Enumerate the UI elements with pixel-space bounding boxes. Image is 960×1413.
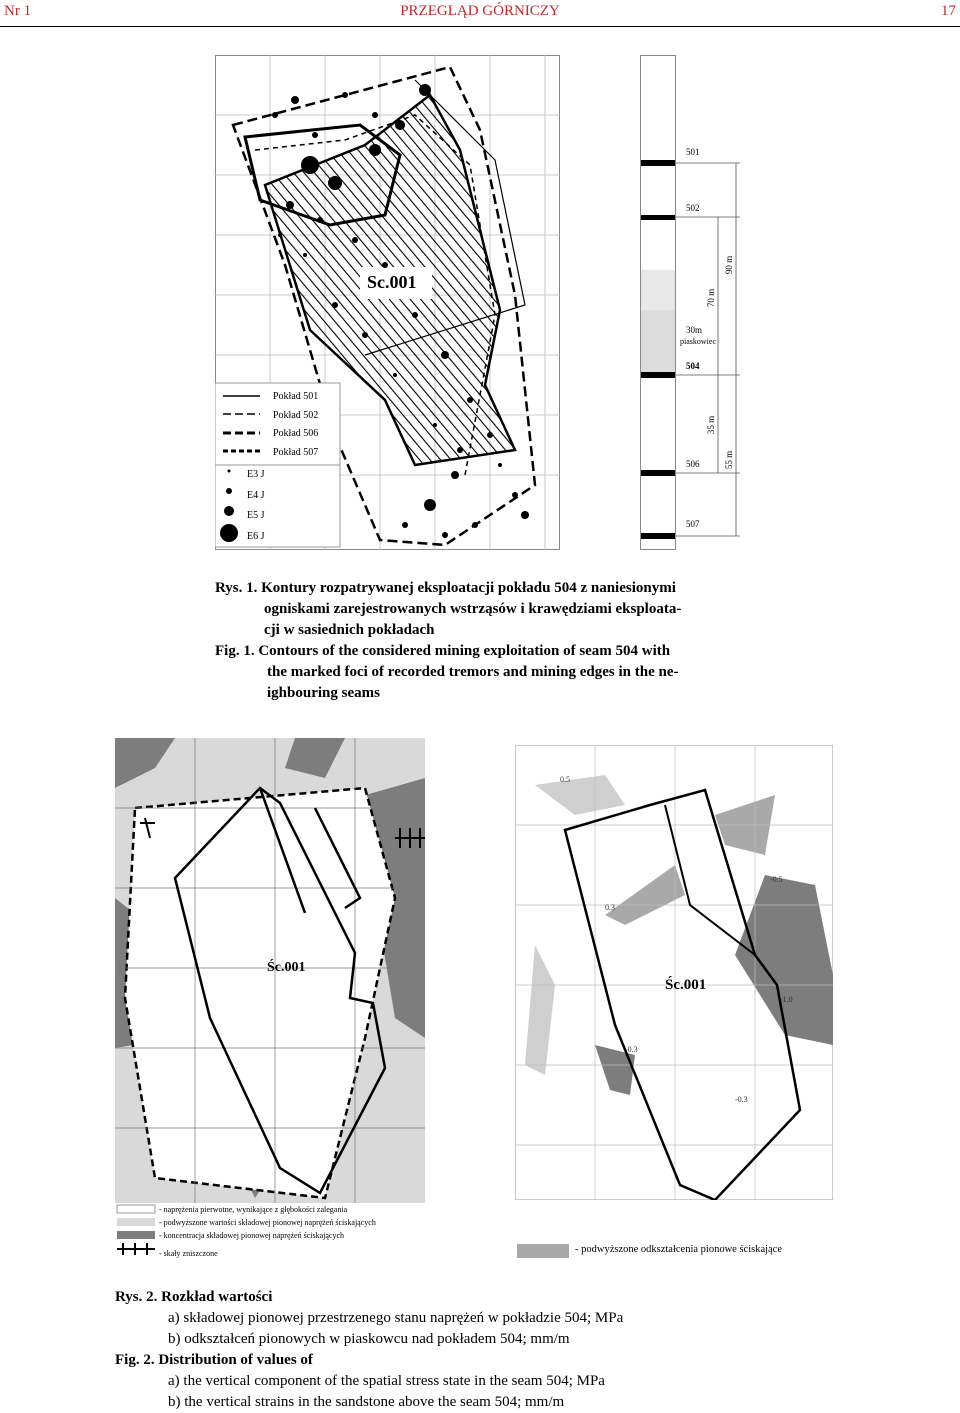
caption1-pl-line-3: cji w sasiednich pokładach — [264, 622, 435, 638]
legend-dot-e3: E3 J — [247, 469, 265, 480]
contour-label-3: -0.5 — [770, 875, 783, 884]
caption1-en-line-2: the marked foci of recorded tremors and mining edges in the ne- — [267, 664, 679, 680]
figure2-caption — [115, 1287, 875, 1413]
caption2-pl-b: b) odkształceń pionowych w piaskowcu nad pokładem 504; mm/m — [168, 1331, 570, 1347]
legend-line-507: Pokład 507 — [273, 446, 319, 458]
figure1-caption — [215, 578, 755, 704]
contour-label-6: -0.3 — [735, 1095, 748, 1104]
legend-line-506: Pokład 506 — [273, 428, 319, 439]
legend-dot-e5: E5 J — [247, 510, 265, 521]
figure2a-legend — [115, 1203, 376, 1263]
dim-55m: 55 m — [724, 450, 735, 470]
caption1-en-line-3: ighbouring seams — [267, 685, 380, 701]
figure2a-map — [115, 738, 425, 1203]
caption2-en-b: b) the vertical strains in the sandstone above the seam 504; mm/m — [168, 1394, 565, 1410]
caption2-en-a: a) the vertical component of the spatial stress state in the seam 504; MPa — [168, 1373, 605, 1389]
wall-label-b: Śc.001 — [665, 977, 707, 993]
sandstone-label: 30m — [686, 325, 703, 335]
wall-label: Sc.001 — [367, 272, 417, 292]
sandstone-label-2: piaskowiec — [680, 337, 716, 346]
contour-label-4: -0.3 — [625, 1045, 638, 1054]
page-header — [0, 0, 960, 27]
seam-label-502: 502 — [686, 203, 700, 213]
page-number: 17 — [941, 3, 956, 19]
caption1-pl-line-1: Rys. 1. Kontury rozpatrywanej eksploatacji pokładu 504 z naniesionymi — [215, 580, 676, 596]
legend-line-501: Pokład 501 — [273, 391, 319, 402]
seam-label-504: 504 — [686, 361, 700, 371]
legend-a-item-4: - skały zniszczone — [159, 1249, 218, 1258]
contour-label-5: -1.0 — [780, 995, 793, 1004]
seam-label-506: 506 — [686, 459, 700, 469]
figure2b-map — [515, 745, 833, 1200]
legend-a-item-1: - naprężenia pierwotne, wynikające z głębokości zalegania — [159, 1205, 348, 1214]
legend-a-item-3: - koncentracja składowej pionowej naprężeń ściskających — [159, 1231, 345, 1240]
figure2b-legend — [517, 1244, 783, 1258]
journal-title: PRZEGLĄD GÓRNICZY — [400, 3, 560, 19]
figure1-column — [640, 55, 750, 550]
caption2-pl-title: Rys. 2. Rozkład wartości — [115, 1289, 273, 1305]
contour-label-1: 0.5 — [560, 775, 570, 784]
legend-dot-e6: E6 J — [247, 530, 265, 542]
legend-dot-e4: E4 J — [247, 489, 265, 501]
caption2-en-title: Fig. 2. Distribution of values of — [115, 1352, 313, 1368]
dim-90m: 90 m — [724, 255, 735, 275]
figure1-map — [215, 55, 560, 550]
seam-label-507: 507 — [686, 519, 700, 529]
seam-label-501: 501 — [686, 147, 700, 157]
issue-number: Nr 1 — [4, 3, 32, 19]
legend-b-item: - podwyższone odkształcenia pionowe ściskające — [575, 1244, 783, 1255]
caption1-en-line-1: Fig. 1. Contours of the considered mining exploitation of seam 504 with — [215, 643, 671, 659]
caption2-pl-a: a) składowej pionowej przestrzenego stanu naprężeń w pokładzie 504; MPa — [168, 1310, 624, 1326]
dim-35m: 35 m — [706, 415, 717, 435]
legend-a-item-2: - podwyższone wartości składowej pionowej naprężeń ściskających — [159, 1218, 376, 1227]
contour-label-2: 0.3 — [605, 903, 615, 912]
caption1-pl-line-2: ogniskami zarejestrowanych wstrząsów i krawędziami eksploata- — [264, 601, 682, 617]
dim-70m: 70 m — [706, 288, 717, 308]
legend-line-502: Pokład 502 — [273, 409, 319, 421]
wall-label-a: Śc.001 — [267, 960, 306, 975]
